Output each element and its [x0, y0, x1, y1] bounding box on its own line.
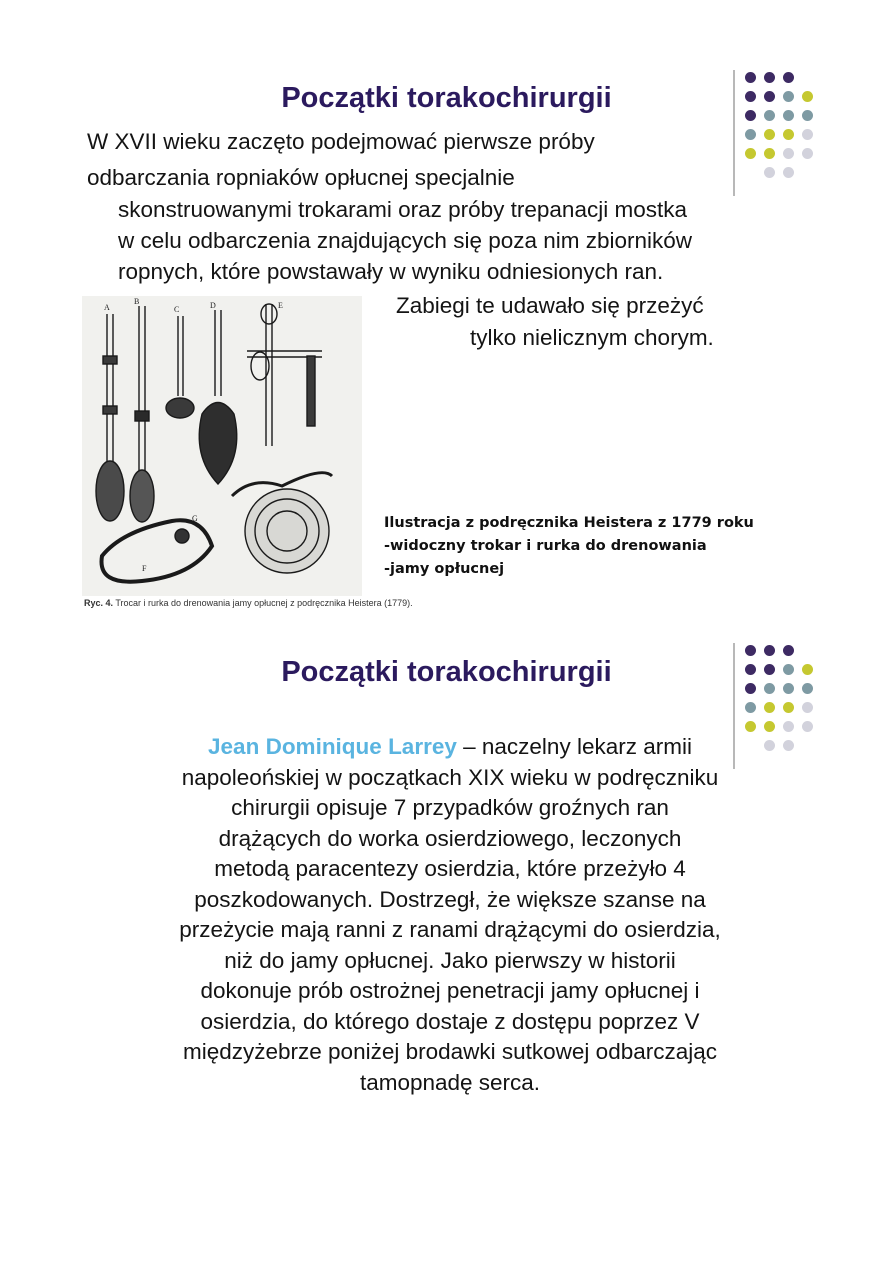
decor-divider-line: [733, 70, 735, 196]
body-line-1-text: – naczelny lekarz armii: [456, 734, 692, 759]
figure-caption: [84, 598, 413, 608]
figure-label-f: F: [142, 564, 147, 573]
body-line-7: przeżycie mają ranni z ranami drążącymi do osierdzia,: [179, 917, 721, 942]
figure-label-b: B: [134, 297, 140, 306]
figure-label-c: C: [174, 305, 180, 314]
larrey-name: Jean Dominique Larrey: [208, 734, 457, 759]
note-line-2: tylko nielicznym chorym.: [470, 325, 714, 350]
body-line-2: napoleońskiej w początkach XIX wieku w podręczniku: [181, 764, 719, 790]
illustration-caption: [384, 512, 754, 581]
body-line-6: poszkodowanych. Dostrzegł, że większe szanse na: [194, 886, 706, 912]
intro-line-4: w celu odbarczenia znajdujących się poza nim zbiorników: [118, 228, 693, 253]
intro-line-1: W XVII wieku zaczęto podejmować pierwsze próby: [87, 129, 595, 154]
intro-line-5: ropnych, które powstawały w wyniku odniesionych ran.: [118, 259, 664, 284]
intro-line-3: skonstruowanymi trokarami oraz próby trepanacji mostka: [118, 197, 687, 222]
trocar-engraving-illustration: [82, 296, 362, 596]
intro-line-2: odbarczania ropniaków opłucnej specjalnie: [87, 165, 515, 190]
slide-2-title: Początki torakochirurgii: [281, 656, 612, 688]
body-line-9: dokonuje prób ostrożnej penetracji jamy opłucnej i: [200, 978, 700, 1003]
body-line-11: międzyżebrze poniżej brodawki sutkowej odbarczając: [182, 1039, 717, 1064]
illustration-caption-line-3: -jamy opłucnej: [384, 561, 505, 577]
body-line-5: metodą paracentezy osierdzia, które przeżyło 4: [214, 856, 686, 881]
figure-label-g: G: [192, 514, 198, 523]
slide-1: [0, 0, 893, 620]
body-line-8: niż do jamy opłucnej. Jako pierwszy w historii: [224, 947, 676, 973]
body-line-4: drążących do worka osierdziowego, leczonych: [218, 825, 682, 851]
figure-label-a: A: [104, 303, 110, 312]
body-line-10: osierdzia, do którego dostaje z dostępu poprzez V: [200, 1008, 700, 1034]
larrey-paragraph: [90, 732, 810, 1098]
illustration-caption-line-2: -widoczny trokar i rurka do drenowania: [384, 538, 707, 554]
slide-1-title: Początki torakochirurgii: [281, 82, 612, 114]
figure-label-e: E: [278, 301, 283, 310]
decor-dot-grid: [745, 72, 814, 179]
figure-caption-text: Trocar i rurka do drenowania jamy opłucnej z podręcznika Heistera (1779).: [115, 598, 413, 608]
note-line-1: Zabiegi te udawało się przeżyć: [396, 293, 704, 318]
body-line-3: chirurgii opisuje 7 przypadków groźnych ran: [231, 795, 669, 820]
figure-label-d: D: [210, 301, 216, 310]
figure-caption-prefix: Ryc. 4.: [84, 598, 114, 608]
body-line-12: tamopnadę serca.: [359, 1069, 541, 1095]
illustration-caption-line-1: Ilustracja z podręcznika Heistera z 1779 roku: [384, 515, 754, 531]
body-line-1: [90, 732, 810, 763]
